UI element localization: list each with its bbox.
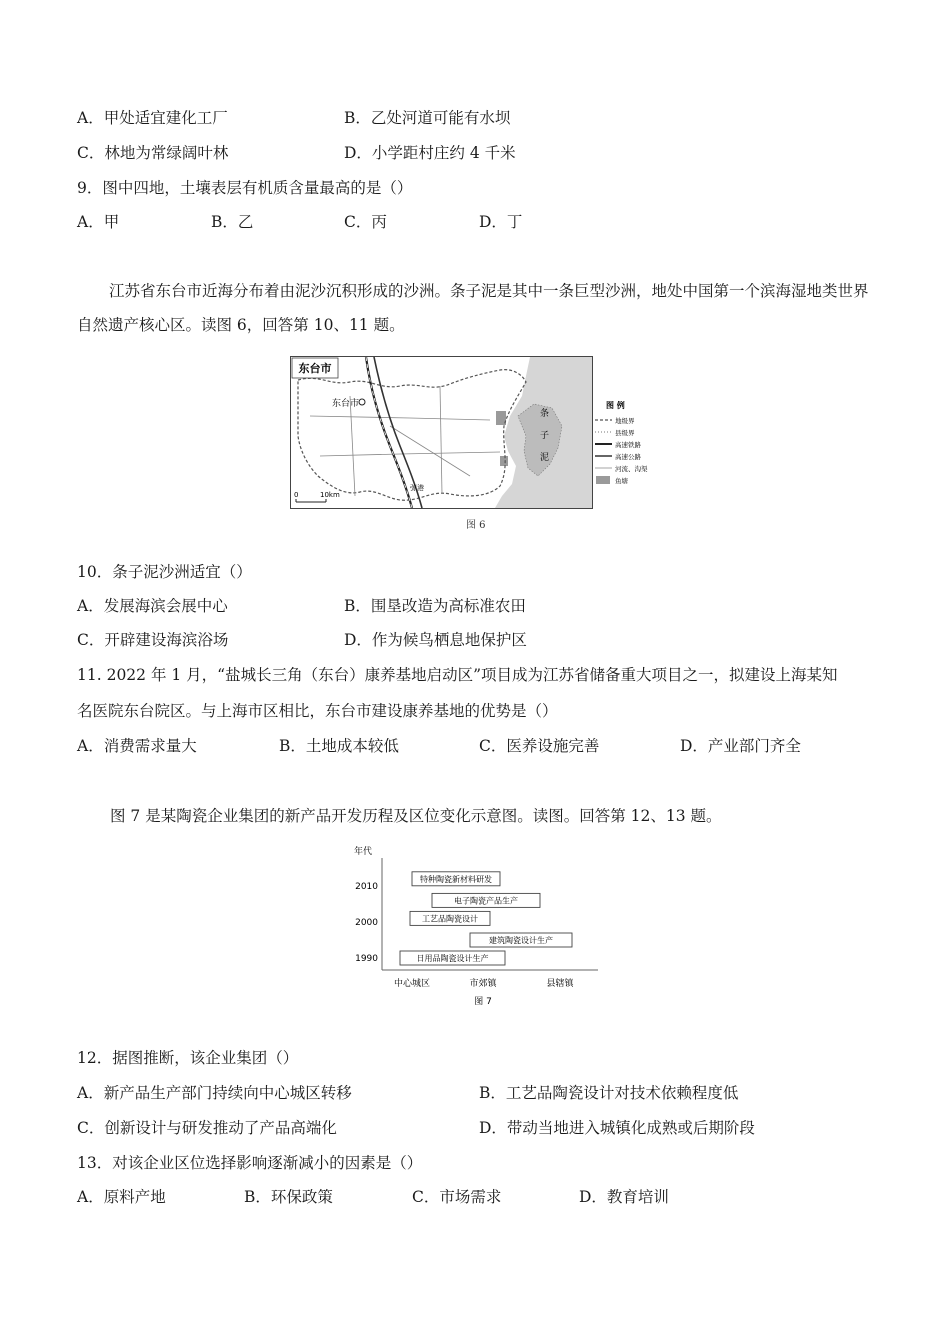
scale-zero: 0 bbox=[294, 491, 299, 499]
q11-option-b: B．土地成本较低 bbox=[279, 737, 399, 755]
q11-option-c: C．医养设施完善 bbox=[479, 737, 600, 755]
q9-option-b: B．乙 bbox=[211, 213, 254, 231]
q11-stem-line2: 名医院东台院区。与上海市区相比，东台市建设康养基地的优势是（） bbox=[77, 702, 558, 720]
legend-item-1: 地级界 bbox=[615, 417, 635, 425]
figure-7-chart bbox=[340, 840, 610, 1015]
q9-option-d: D．丁 bbox=[479, 213, 523, 231]
q10-option-c: C．开辟建设海滨浴场 bbox=[77, 631, 229, 649]
q10-stem: 10．条子泥沙洲适宜（） bbox=[77, 563, 252, 581]
y-tick-label: 2010 bbox=[355, 882, 378, 892]
island-char-1: 条 bbox=[540, 409, 550, 419]
q12-option-a: A．新产品生产部门持续向中心城区转移 bbox=[77, 1084, 352, 1102]
q8-option-d: D．小学距村庄约 4 千米 bbox=[344, 144, 516, 162]
passage-ceramics: 图 7 是某陶瓷企业集团的新产品开发历程及区位变化示意图。读图。回答第 12、13 题。 bbox=[110, 807, 722, 825]
chart-bar-label: 建筑陶瓷设计生产 bbox=[489, 936, 553, 945]
island-char-2: 子 bbox=[540, 431, 550, 441]
q10-option-a: A．发展海滨会展中心 bbox=[77, 597, 228, 615]
q9-option-a: A．甲 bbox=[77, 213, 120, 231]
q9-option-c: C．丙 bbox=[344, 213, 387, 231]
q8-option-a: A．甲处适宜建化工厂 bbox=[77, 109, 228, 127]
legend-item-3: 高速铁路 bbox=[615, 441, 641, 449]
q13-option-a: A．原料产地 bbox=[77, 1188, 166, 1206]
figure-7-caption: 图 7 bbox=[474, 997, 492, 1007]
island-char-3: 泥 bbox=[540, 453, 550, 463]
scale-label: 10km bbox=[320, 491, 340, 499]
q13-stem: 13．对该企业区位选择影响逐渐减小的因素是（） bbox=[77, 1154, 423, 1172]
q11-option-d: D．产业部门齐全 bbox=[680, 737, 801, 755]
q12-option-b: B．工艺品陶瓷设计对技术依赖程度低 bbox=[479, 1084, 739, 1102]
legend-item-2: 县级界 bbox=[615, 429, 635, 437]
y-tick-label: 2000 bbox=[355, 918, 378, 928]
q13-option-d: D．教育培训 bbox=[579, 1188, 669, 1206]
chart-bar-label: 特种陶瓷新材料研发 bbox=[420, 874, 492, 884]
q10-option-d: D．作为候鸟栖息地保护区 bbox=[344, 631, 527, 649]
city-label: 东台市 bbox=[332, 399, 360, 409]
q13-option-b: B．环保政策 bbox=[244, 1188, 333, 1206]
q8-option-c: C．林地为常绿阔叶林 bbox=[77, 144, 229, 162]
q8-option-b: B．乙处河道可能有水坝 bbox=[344, 109, 511, 127]
q12-option-c: C．创新设计与研发推动了产品高端化 bbox=[77, 1119, 337, 1137]
chart-bar-label: 电子陶瓷产品生产 bbox=[454, 896, 518, 906]
q12-option-d: D．带动当地进入城镇化成熟或后期阶段 bbox=[479, 1119, 755, 1137]
x-category-label: 中心城区 bbox=[393, 979, 431, 989]
map-title: 东台市 bbox=[298, 362, 332, 375]
x-category-label: 市郊镇 bbox=[469, 979, 497, 989]
legend-title: 图 例 bbox=[606, 401, 625, 410]
y-axis-label: 年代 bbox=[354, 847, 373, 857]
chart-bar-label: 工艺品陶瓷设计 bbox=[422, 914, 478, 924]
q13-option-c: C．市场需求 bbox=[412, 1188, 502, 1206]
q11-option-a: A．消费需求量大 bbox=[77, 737, 197, 755]
legend-item-5: 河流、沟渠 bbox=[615, 465, 648, 473]
chart-bar-label: 日用品陶瓷设计生产 bbox=[416, 954, 489, 963]
figure-6-map bbox=[290, 356, 650, 514]
figure-6-caption: 图 6 bbox=[466, 520, 486, 531]
y-tick-label: 1990 bbox=[355, 954, 378, 964]
passage-dongtai: 江苏省东台市近海分布着由泥沙沉积形成的沙洲。条子泥是其中一条巨型沙洲，地处中国第一个滨海湿地类世界自然遗产核心区。读图 6，回答第 10、11 题。 bbox=[77, 282, 869, 334]
q11-stem-line1: 11. 2022 年 1 月，“盐城长三角（东台）康养基地启动区”项目成为江苏省储备重大项目之一，拟建设上海某知 bbox=[77, 666, 838, 684]
x-category-label: 县辖镇 bbox=[546, 979, 574, 989]
q12-stem: 12．据图推断，该企业集团（） bbox=[77, 1049, 299, 1067]
q9-stem: 9．图中四地，土壤表层有机质含量最高的是（） bbox=[77, 179, 413, 197]
legend-item-6: 鱼塘 bbox=[615, 477, 628, 485]
legend-item-4: 高速公路 bbox=[615, 453, 641, 461]
q10-option-b: B．围垦改造为高标准农田 bbox=[344, 597, 526, 615]
town-label: 弶港 bbox=[410, 484, 424, 492]
